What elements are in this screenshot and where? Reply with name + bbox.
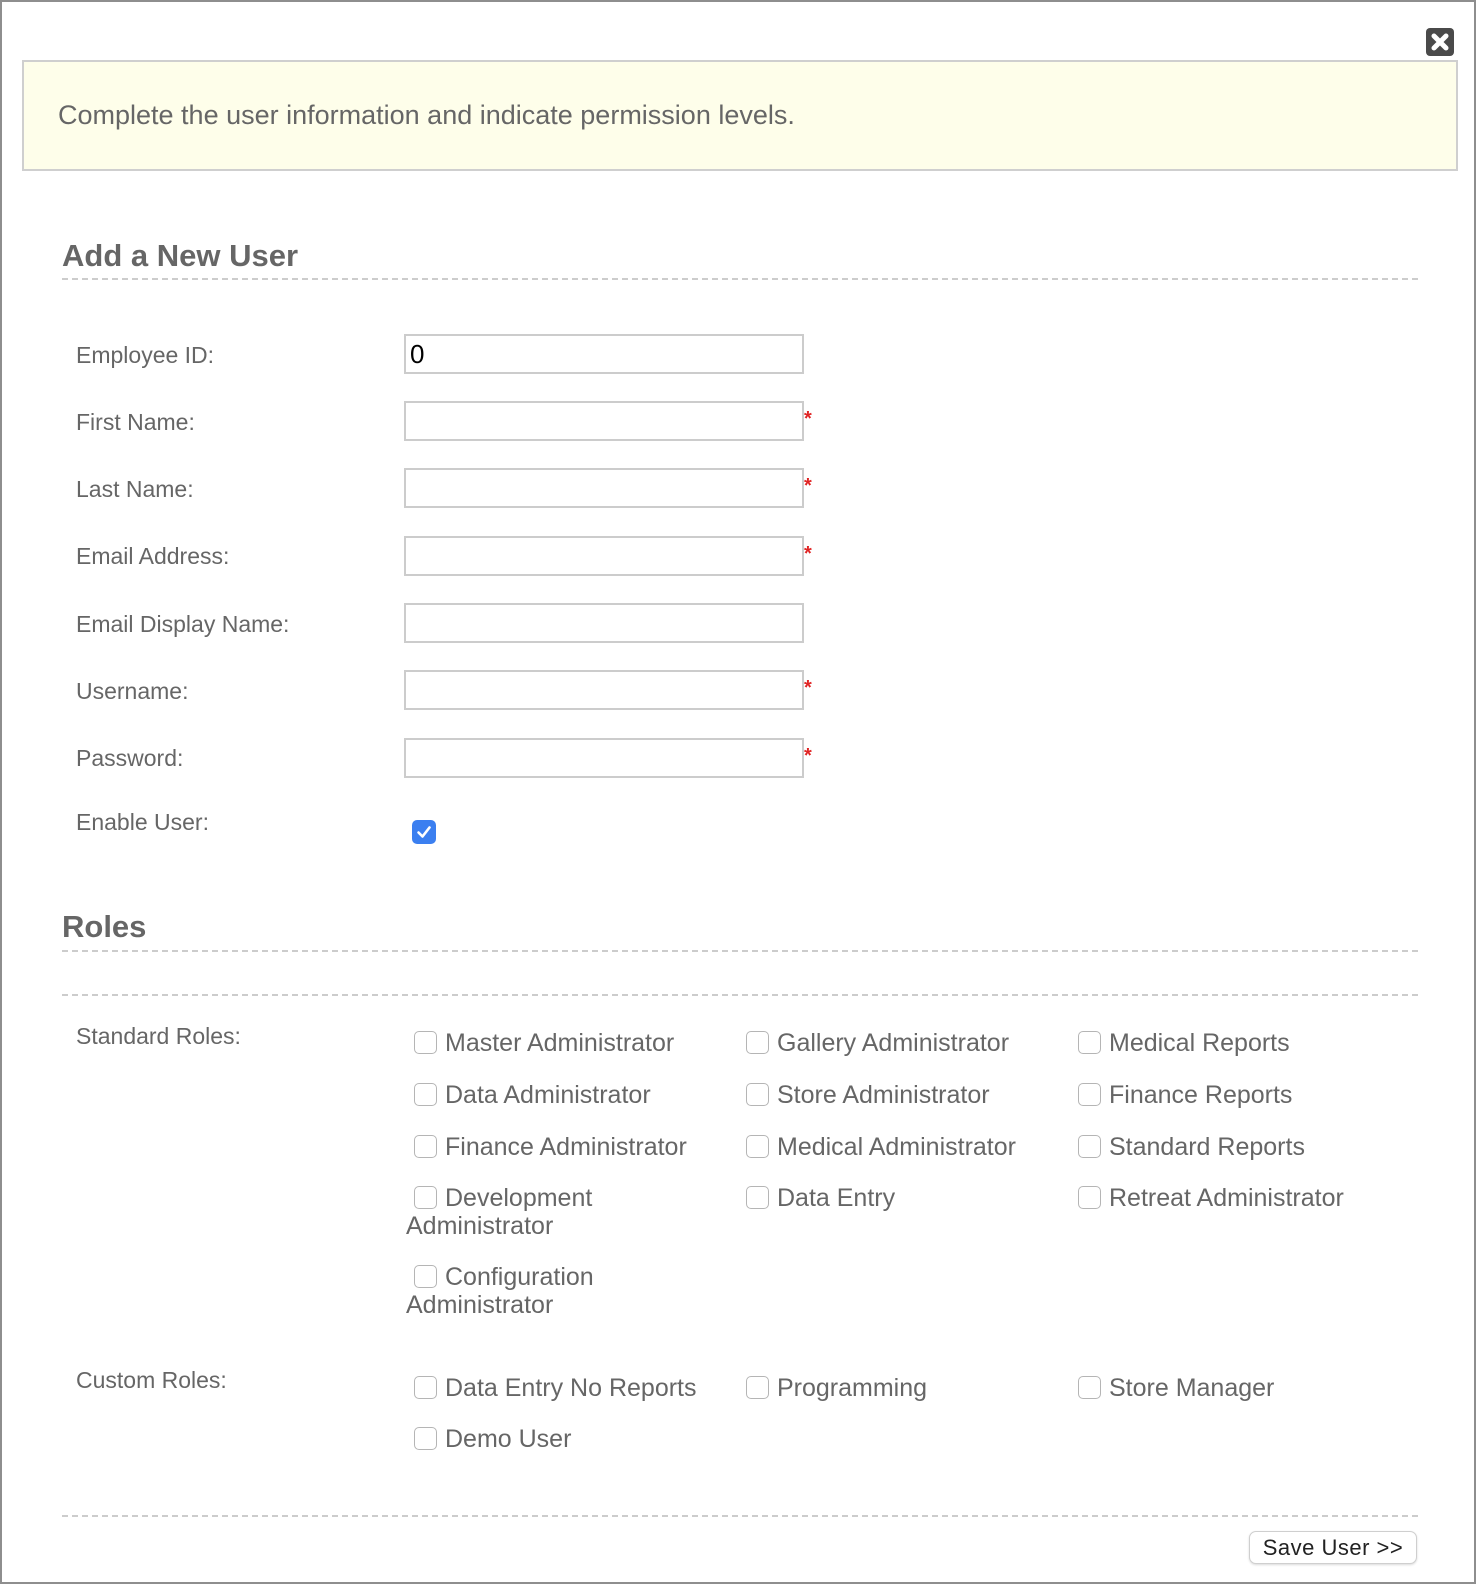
required-marker: * (804, 677, 812, 699)
checkbox[interactable] (414, 1186, 437, 1209)
role-label: Data Entry (777, 1184, 896, 1212)
role-label: Standard Reports (1109, 1133, 1305, 1161)
label-enable-user: Enable User: (76, 809, 209, 835)
required-marker: * (804, 745, 812, 767)
checkbox[interactable] (746, 1376, 769, 1399)
label-username: Username: (76, 678, 189, 704)
role-store-administrator[interactable] (746, 1081, 990, 1109)
role-gallery-administrator[interactable] (746, 1029, 1009, 1057)
role-label: Configuration Administrator (406, 1263, 594, 1319)
checkbox[interactable] (414, 1083, 437, 1106)
required-marker: * (804, 408, 812, 430)
enable-user-checkbox[interactable] (412, 820, 436, 844)
role-label: Medical Reports (1109, 1029, 1290, 1057)
role-label: Master Administrator (445, 1029, 675, 1057)
label-password: Password: (76, 745, 184, 771)
checkbox[interactable] (1078, 1135, 1101, 1158)
role-label: Data Entry No Reports (445, 1374, 697, 1402)
checkbox[interactable] (746, 1186, 769, 1209)
role-label: Development Administrator (406, 1184, 593, 1240)
role-label: Store Administrator (777, 1081, 990, 1109)
label-email-address: Email Address: (76, 543, 230, 569)
label-last-name: Last Name: (76, 476, 194, 502)
role-medical-reports[interactable] (1078, 1029, 1290, 1057)
username-input[interactable] (404, 670, 804, 710)
checkbox[interactable] (414, 1427, 437, 1450)
divider (62, 1515, 1418, 1517)
role-finance-reports[interactable] (1078, 1081, 1292, 1109)
email-address-input[interactable] (404, 536, 804, 576)
label-standard-roles: Standard Roles: (76, 1023, 241, 1049)
role-label: Data Administrator (445, 1081, 651, 1109)
close-button[interactable] (1426, 28, 1454, 56)
last-name-input[interactable] (404, 468, 804, 508)
role-development-administrator[interactable] (406, 1184, 606, 1240)
checkbox[interactable] (746, 1083, 769, 1106)
role-demo-user[interactable] (414, 1425, 571, 1453)
checkmark-icon (412, 820, 436, 844)
required-marker: * (804, 475, 812, 497)
password-input[interactable] (404, 738, 804, 778)
role-label: Store Manager (1109, 1374, 1275, 1402)
divider (62, 278, 1418, 280)
role-medical-administrator[interactable] (746, 1133, 1016, 1161)
role-master-administrator[interactable] (414, 1029, 674, 1057)
role-label: Finance Reports (1109, 1081, 1293, 1109)
label-custom-roles: Custom Roles: (76, 1367, 227, 1393)
role-store-manager[interactable] (1078, 1374, 1274, 1402)
role-label: Demo User (445, 1425, 572, 1453)
checkbox[interactable] (414, 1376, 437, 1399)
close-icon (1426, 28, 1454, 56)
first-name-input[interactable] (404, 401, 804, 441)
divider (62, 994, 1418, 996)
checkbox[interactable] (1078, 1376, 1101, 1399)
role-data-administrator[interactable] (414, 1081, 651, 1109)
employee-id-input[interactable] (404, 334, 804, 374)
required-marker: * (804, 543, 812, 565)
checkbox[interactable] (1078, 1186, 1101, 1209)
role-label: Medical Administrator (777, 1133, 1016, 1161)
instruction-notice (22, 60, 1458, 171)
role-data-entry-no-reports[interactable] (414, 1374, 697, 1402)
checkbox[interactable] (1078, 1083, 1101, 1106)
role-label: Retreat Administrator (1109, 1184, 1344, 1212)
save-user-button[interactable]: Save User >> (1249, 1531, 1417, 1564)
role-label: Gallery Administrator (777, 1029, 1010, 1057)
checkbox[interactable] (414, 1135, 437, 1158)
role-label: Programming (777, 1374, 928, 1402)
divider (62, 950, 1418, 952)
checkbox[interactable] (746, 1135, 769, 1158)
checkbox[interactable] (414, 1031, 437, 1054)
checkbox[interactable] (746, 1031, 769, 1054)
role-finance-administrator[interactable] (414, 1133, 687, 1161)
section-title-roles: Roles (62, 909, 147, 944)
notice-text: Complete the user information and indicate permission levels. (58, 100, 795, 130)
section-title-add-user: Add a New User (62, 238, 299, 273)
checkbox[interactable] (1078, 1031, 1101, 1054)
label-first-name: First Name: (76, 409, 195, 435)
role-label: Finance Administrator (445, 1133, 687, 1161)
label-email-display-name: Email Display Name: (76, 611, 290, 637)
label-employee-id: Employee ID: (76, 342, 215, 368)
role-data-entry[interactable] (746, 1184, 895, 1212)
role-standard-reports[interactable] (1078, 1133, 1305, 1161)
role-configuration-administrator[interactable] (406, 1263, 606, 1319)
role-programming[interactable] (746, 1374, 927, 1402)
role-retreat-administrator[interactable] (1078, 1184, 1344, 1212)
email-display-name-input[interactable] (404, 603, 804, 643)
checkbox[interactable] (414, 1265, 437, 1288)
